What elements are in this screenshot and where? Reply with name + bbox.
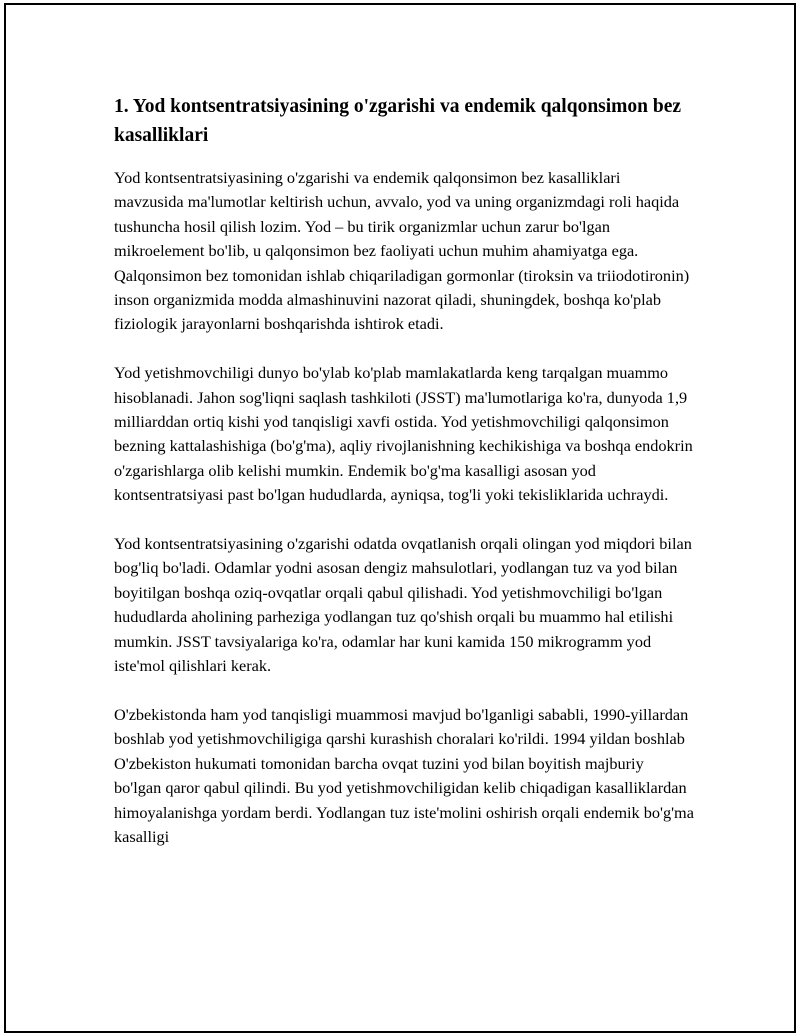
- section-heading: 1. Yod kontsentratsiyasining o'zgarishi va endemik qalqonsimon bez kasalliklari: [114, 96, 682, 146]
- paragraph-uzbekistan: O'zbekistonda ham yod tanqisligi muammosi mavjud bo'lganligi sababli, 1990-yillardan boshlab yod yetishmovchiligiga qarshi kurashish choralari ko'rildi. 1994 yildan boshlab O'zbekiston hukumati tomonidan barcha ovqat tuzini yod bilan boyitish majburiy bo'lgan qaror qabul qilindi. Bu yod yetishmovchiligidan kelib chiqadigan kasalliklardan himoyalanishga yordam berdi. Yodlangan tuz iste'molini oshirish orqali endemik bo'g'ma kasalligi: [114, 704, 694, 846]
- paragraph-iodine-role: Yod kontsentratsiyasining o'zgarishi va endemik qalqonsimon bez kasalliklari mavzusida ma'lumotlar keltirish uchun, avvalo, yod va uning organizmdagi roli haqida tushuncha hosil qilish lozim. Yod – bu tirik organizmlar uchun zarur bo'lgan mikroelement bo'lib, u qalqonsimon bez faoliyati uchun muhim ahamiyatga ega. Qalqonsimon bez tomonidan ishlab chiqariladigan gormonlar (tiroksin va triiodotironin) inson organizmida modda almashinuvini nazorat qiladi, shuningdek, boshqa ko'plab fiziologik jarayonlarni boshqarishda ishtirok etadi.: [114, 168, 690, 334]
- document-body: [114, 92, 694, 874]
- paragraph-iodine-intake: Yod kontsentratsiyasining o'zgarishi odatda ovqatlanish orqali olingan yod miqdori bilan bog'liq bo'ladi. Odamlar yodni asosan dengiz mahsulotlari, yodlangan tuz va yod bilan boyitilgan boshqa oziq-ovqatlar orqali qabul qilishadi. Yod yetishmovchiligi bo'lgan hududlarda aholining parheziga yodlangan tuz qo'shish orqali bu muammo hal etilishi mumkin. JSST tavsiyalariga ko'ra, odamlar har kuni kamida 150 mikrogramm yod iste'mol qilishlari kerak.: [114, 534, 692, 676]
- paragraph-iodine-deficiency: Yod yetishmovchiligi dunyo bo'ylab ko'plab mamlakatlarda keng tarqalgan muammo hisoblanadi. Jahon sog'liqni saqlash tashkiloti (JSST) ma'lumotlariga ko'ra, dunyoda 1,9 milliarddan ortiq kishi yod tanqisligi xavfi ostida. Yod yetishmovchiligi qalqonsimon bezning kattalashishiga (bo'g'ma), aqliy rivojlanishning kechikishiga va boshqa endokrin o'zgarishlarga olib kelishi mumkin. Endemik bo'g'ma kasalligi asosan yod kontsentratsiyasi past bo'lgan hududlarda, ayniqsa, tog'li yoki tekisliklarida uchraydi.: [114, 363, 693, 505]
